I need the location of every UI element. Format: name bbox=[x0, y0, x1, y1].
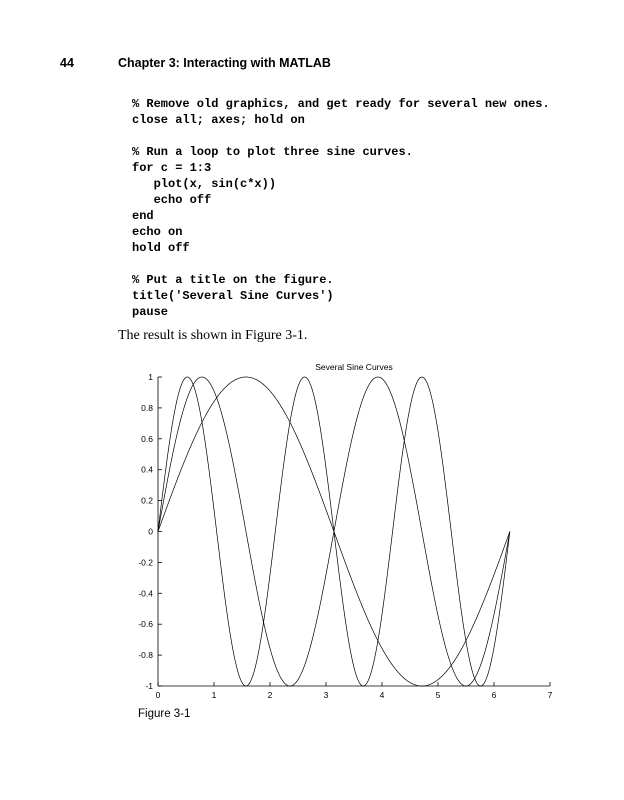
x-tick-label: 5 bbox=[435, 690, 441, 700]
code-line: close all; axes; hold on bbox=[132, 113, 305, 127]
code-line: title('Several Sine Curves') bbox=[132, 289, 334, 303]
x-tick-label: 2 bbox=[267, 690, 273, 700]
y-tick-label: 0.2 bbox=[141, 495, 153, 506]
code-line: echo on bbox=[132, 225, 183, 239]
y-tick-label: 1 bbox=[148, 372, 153, 382]
figure-caption: Figure 3-1 bbox=[138, 708, 191, 720]
x-tick-label: 3 bbox=[323, 690, 329, 700]
page-number: 44 bbox=[60, 56, 74, 70]
y-tick-label: 0.8 bbox=[141, 402, 153, 413]
x-tick-label: 1 bbox=[211, 690, 217, 700]
code-line: for c = 1:3 bbox=[132, 161, 212, 175]
y-tick-label: 0.6 bbox=[141, 433, 153, 444]
y-tick-label: 0 bbox=[148, 526, 153, 537]
code-line: % Run a loop to plot three sine curves. bbox=[132, 145, 413, 159]
x-tick-label: 4 bbox=[379, 690, 385, 700]
x-tick-label: 6 bbox=[491, 690, 497, 700]
code-line: % Remove old graphics, and get ready for several new ones. bbox=[132, 97, 550, 111]
y-tick-label: -0.8 bbox=[138, 650, 153, 661]
page-header bbox=[0, 56, 624, 76]
code-line: end bbox=[132, 209, 154, 223]
y-tick-label: -0.4 bbox=[138, 588, 153, 599]
x-tick-label: 0 bbox=[155, 690, 161, 700]
code-line: pause bbox=[132, 305, 169, 319]
x-tick-label: 7 bbox=[547, 690, 553, 700]
y-tick-label: -1 bbox=[145, 681, 153, 691]
code-line: echo off bbox=[132, 193, 212, 207]
code-line: % Put a title on the figure. bbox=[132, 273, 334, 287]
code-line: plot(x, sin(c*x)) bbox=[132, 177, 277, 191]
y-tick-label: -0.6 bbox=[138, 619, 153, 630]
sine-curves-figure bbox=[120, 358, 560, 703]
chart-title: Several Sine Curves bbox=[315, 362, 393, 372]
code-block bbox=[132, 96, 550, 320]
chart-svg bbox=[120, 358, 560, 703]
series-line-sin-3x bbox=[158, 377, 510, 686]
chapter-title: Chapter 3: Interacting with MATLAB bbox=[118, 56, 331, 70]
y-tick-label: -0.2 bbox=[138, 557, 153, 568]
code-line: hold off bbox=[132, 241, 190, 255]
y-tick-label: 0.4 bbox=[141, 464, 153, 475]
body-paragraph: The result is shown in Figure 3-1. bbox=[118, 328, 308, 343]
